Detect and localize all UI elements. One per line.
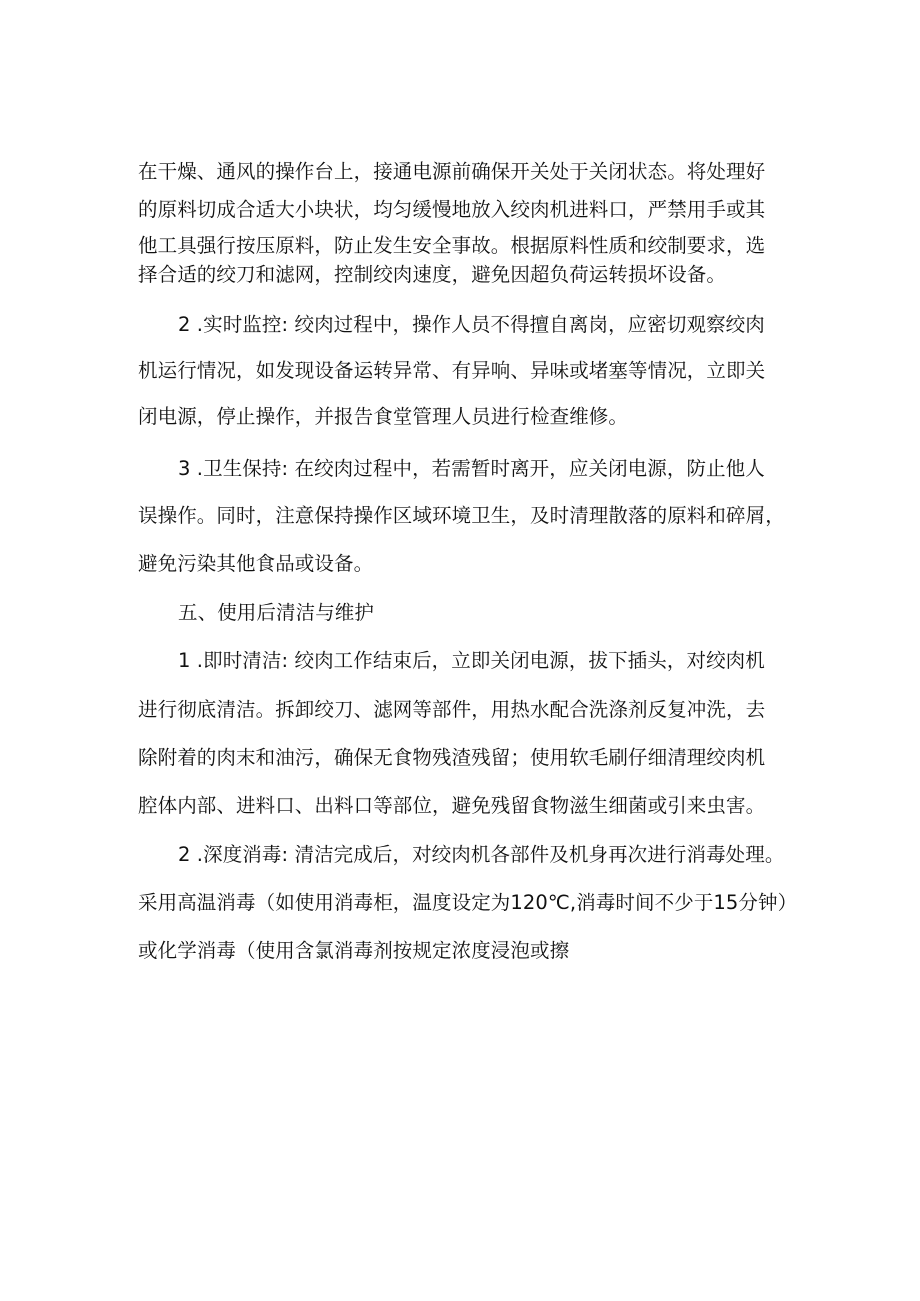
list-item-line: 3 .卫生保持: 在绞肉过程中，若需暂时离开，应关闭电源，防止他人 (178, 457, 765, 480)
paragraph-line: 或化学消毒（使用含氯消毒剂按规定浓度浸泡或擦 (138, 939, 570, 962)
paragraph-line: 避免污染其他食品或设备。 (138, 552, 374, 575)
paragraph-line: 他工具强行按压原料，防止发生安全事故。根据原料性质和绞制要求，选 (138, 234, 766, 257)
paragraph-line: 误操作。同时，注意保持操作区域环境卫生，及时清理散落的原料和碎屑， (138, 504, 785, 527)
paragraph-line: 在干燥、通风的操作台上，接通电源前确保开关处于关闭状态。将处理好 (138, 160, 766, 183)
list-item-line: 1 .即时清洁: 绞肉工作结束后，立即关闭电源，拔下插头，对绞肉机 (178, 649, 765, 672)
paragraph-line: 进行彻底清洁。拆卸绞刀、滤网等部件，用热水配合洗涤剂反复冲洗，去 (138, 698, 766, 721)
list-item-line: 2 .实时监控: 绞肉过程中，操作人员不得擅自离岗，应密切观察绞肉 (178, 313, 765, 336)
paragraph-line: 采用高温消毒（如使用消毒柜，温度设定为120℃,消毒时间不少于15分钟） (138, 891, 798, 914)
paragraph-line: 择合适的绞刀和滤网，控制绞肉速度，避免因超负荷运转损坏设备。 (138, 263, 727, 286)
paragraph-line: 的原料切成合适大小块状，均匀缓慢地放入绞肉机进料口，严禁用手或其 (138, 198, 766, 221)
section-heading: 五、使用后清洁与维护 (178, 601, 375, 624)
paragraph-line: 机运行情况，如发现设备运转异常、有异响、异味或堵塞等情况，立即关 (138, 359, 766, 382)
paragraph-line: 除附着的肉末和油污，确保无食物残渣残留；使用软毛刷仔细清理绞肉机 (138, 746, 766, 769)
list-item-line: 2 .深度消毒: 清洁完成后，对绞肉机各部件及机身再次进行消毒处理。 (178, 843, 785, 866)
paragraph-line: 腔体内部、进料口、出料口等部位，避免残留食物滋生细菌或引来虫害。 (138, 794, 766, 817)
paragraph-line: 闭电源，停止操作，并报告食堂管理人员进行检查维修。 (138, 405, 629, 428)
